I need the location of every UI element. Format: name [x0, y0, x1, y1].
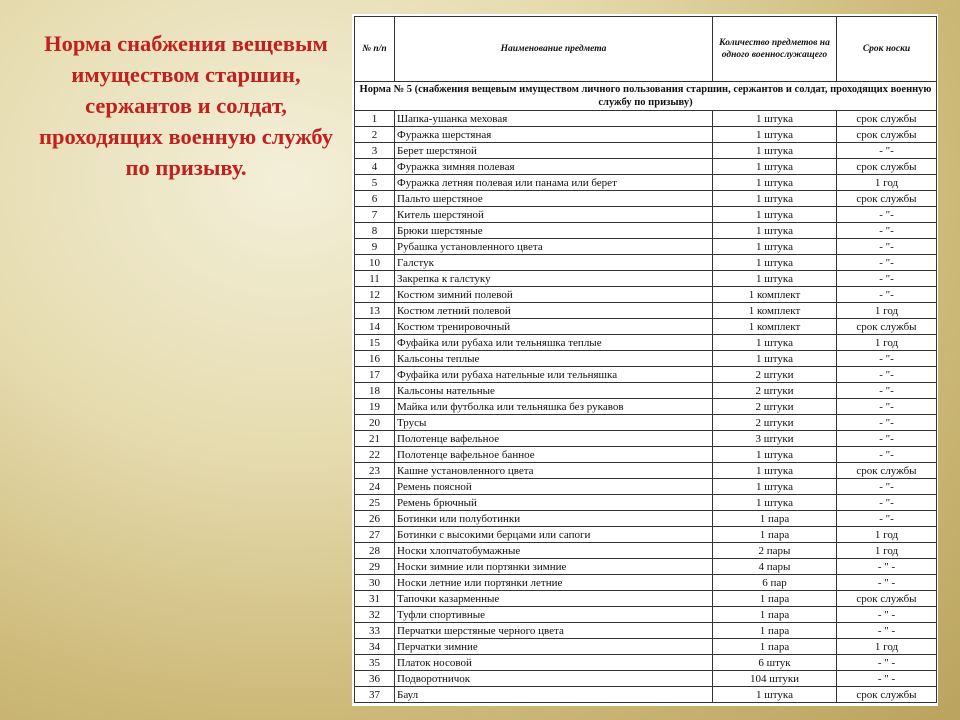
table-row [355, 207, 937, 223]
row-quantity: 104 штуки [713, 671, 837, 687]
table-row [355, 143, 937, 159]
row-wear-term: срок службы [837, 191, 937, 207]
row-wear-term: - "- [837, 239, 937, 255]
table-row [355, 447, 937, 463]
row-wear-term: 1 год [837, 543, 937, 559]
table-row [355, 367, 937, 383]
row-quantity: 1 комплект [713, 287, 837, 303]
row-item-name: Платок носовой [395, 655, 713, 671]
header-number: № п/п [355, 17, 395, 82]
row-wear-term: - "- [837, 399, 937, 415]
row-quantity: 1 штука [713, 207, 837, 223]
row-item-name: Ботинки или полуботинки [395, 511, 713, 527]
table-row [355, 239, 937, 255]
row-wear-term: - " - [837, 607, 937, 623]
row-quantity: 1 пара [713, 527, 837, 543]
header-quantity: Количество предметов на одного военнослужащего [713, 17, 837, 82]
supply-norm-table [354, 16, 937, 703]
table-row [355, 575, 937, 591]
table-row [355, 111, 937, 127]
row-item-name: Брюки шерстяные [395, 223, 713, 239]
row-item-name: Китель шерстяной [395, 207, 713, 223]
row-quantity: 2 штуки [713, 367, 837, 383]
row-number: 15 [355, 335, 395, 351]
row-quantity: 1 пара [713, 607, 837, 623]
row-item-name: Баул [395, 687, 713, 703]
row-number: 17 [355, 367, 395, 383]
table-row [355, 287, 937, 303]
row-number: 12 [355, 287, 395, 303]
row-quantity: 1 штука [713, 351, 837, 367]
row-number: 18 [355, 383, 395, 399]
table-row [355, 687, 937, 703]
row-wear-term: 1 год [837, 303, 937, 319]
row-wear-term: срок службы [837, 319, 937, 335]
row-number: 37 [355, 687, 395, 703]
table-row [355, 607, 937, 623]
row-number: 2 [355, 127, 395, 143]
row-quantity: 1 комплект [713, 319, 837, 335]
row-quantity: 2 штуки [713, 399, 837, 415]
row-item-name: Костюм зимний полевой [395, 287, 713, 303]
row-item-name: Костюм тренировочный [395, 319, 713, 335]
table-row [355, 191, 937, 207]
row-item-name: Кальсоны теплые [395, 351, 713, 367]
row-item-name: Рубашка установленного цвета [395, 239, 713, 255]
row-quantity: 1 пара [713, 591, 837, 607]
row-number: 36 [355, 671, 395, 687]
header-item-name: Наименование предмета [395, 17, 713, 82]
row-wear-term: - " - [837, 575, 937, 591]
row-quantity: 1 штука [713, 175, 837, 191]
row-wear-term: 1 год [837, 335, 937, 351]
row-number: 24 [355, 479, 395, 495]
row-quantity: 1 штука [713, 191, 837, 207]
table-row [355, 463, 937, 479]
row-wear-term: - " - [837, 559, 937, 575]
row-number: 34 [355, 639, 395, 655]
supply-norm-table-sheet [352, 14, 938, 706]
table-row [355, 511, 937, 527]
row-wear-term: - "- [837, 255, 937, 271]
row-quantity: 1 пара [713, 511, 837, 527]
row-quantity: 4 пары [713, 559, 837, 575]
row-number: 30 [355, 575, 395, 591]
row-item-name: Ремень брючный [395, 495, 713, 511]
row-quantity: 2 штуки [713, 415, 837, 431]
row-number: 25 [355, 495, 395, 511]
row-quantity: 1 штука [713, 143, 837, 159]
table-row [355, 559, 937, 575]
table-row [355, 159, 937, 175]
row-number: 9 [355, 239, 395, 255]
row-item-name: Костюм летний полевой [395, 303, 713, 319]
table-row [355, 623, 937, 639]
table-row [355, 591, 937, 607]
row-quantity: 1 штука [713, 255, 837, 271]
row-number: 26 [355, 511, 395, 527]
row-number: 22 [355, 447, 395, 463]
table-body [355, 111, 937, 703]
table-row [355, 271, 937, 287]
table-row [355, 399, 937, 415]
row-number: 19 [355, 399, 395, 415]
row-wear-term: - "- [837, 367, 937, 383]
row-number: 21 [355, 431, 395, 447]
row-quantity: 1 штука [713, 111, 837, 127]
row-quantity: 1 штука [713, 495, 837, 511]
table-row [355, 639, 937, 655]
row-wear-term: - "- [837, 447, 937, 463]
row-wear-term: - "- [837, 479, 937, 495]
row-number: 29 [355, 559, 395, 575]
row-wear-term: - "- [837, 143, 937, 159]
row-item-name: Перчатки шерстяные черного цвета [395, 623, 713, 639]
row-item-name: Трусы [395, 415, 713, 431]
table-row [355, 319, 937, 335]
row-number: 10 [355, 255, 395, 271]
header-wear-term: Срок носки [837, 17, 937, 82]
row-number: 4 [355, 159, 395, 175]
row-item-name: Полотенце вафельное [395, 431, 713, 447]
table-row [355, 383, 937, 399]
table-row [355, 351, 937, 367]
row-wear-term: срок службы [837, 687, 937, 703]
row-number: 27 [355, 527, 395, 543]
row-quantity: 1 пара [713, 623, 837, 639]
row-number: 23 [355, 463, 395, 479]
row-item-name: Фуражка летняя полевая или панама или берет [395, 175, 713, 191]
row-quantity: 1 штука [713, 479, 837, 495]
table-row [355, 415, 937, 431]
row-item-name: Перчатки зимние [395, 639, 713, 655]
row-wear-term: - " - [837, 623, 937, 639]
row-number: 16 [355, 351, 395, 367]
row-quantity: 1 штука [713, 447, 837, 463]
row-wear-term: - " - [837, 671, 937, 687]
row-item-name: Фуражка шерстяная [395, 127, 713, 143]
row-quantity: 1 штука [713, 223, 837, 239]
table-row [355, 527, 937, 543]
table-row [355, 543, 937, 559]
table-row [355, 335, 937, 351]
row-quantity: 1 комплект [713, 303, 837, 319]
row-item-name: Берет шерстяной [395, 143, 713, 159]
table-row [355, 303, 937, 319]
row-wear-term: срок службы [837, 463, 937, 479]
row-wear-term: срок службы [837, 111, 937, 127]
row-item-name: Фуражка зимняя полевая [395, 159, 713, 175]
row-number: 3 [355, 143, 395, 159]
row-number: 5 [355, 175, 395, 191]
row-item-name: Тапочки казарменные [395, 591, 713, 607]
row-number: 13 [355, 303, 395, 319]
row-wear-term: срок службы [837, 127, 937, 143]
row-number: 28 [355, 543, 395, 559]
row-item-name: Носки хлопчатобумажные [395, 543, 713, 559]
row-item-name: Кашне установленного цвета [395, 463, 713, 479]
row-wear-term: - "- [837, 271, 937, 287]
row-number: 33 [355, 623, 395, 639]
row-quantity: 6 пар [713, 575, 837, 591]
row-wear-term: - "- [837, 415, 937, 431]
row-item-name: Подворотничок [395, 671, 713, 687]
row-item-name: Носки зимние или портянки зимние [395, 559, 713, 575]
row-wear-term: - "- [837, 223, 937, 239]
row-wear-term: - "- [837, 495, 937, 511]
norm-title: Норма № 5 (снабжения вещевым имуществом личного пользования старшин, сержантов и солдат, проходящих военную службу по призыву) [355, 82, 937, 111]
row-wear-term: - "- [837, 207, 937, 223]
table-header-row [355, 17, 937, 82]
table-row [355, 655, 937, 671]
row-wear-term: 1 год [837, 639, 937, 655]
row-number: 8 [355, 223, 395, 239]
row-item-name: Ремень поясной [395, 479, 713, 495]
row-number: 20 [355, 415, 395, 431]
table-row [355, 671, 937, 687]
row-quantity: 1 штука [713, 127, 837, 143]
norm-title-row [355, 82, 937, 111]
row-item-name: Кальсоны нательные [395, 383, 713, 399]
row-item-name: Полотенце вафельное банное [395, 447, 713, 463]
row-quantity: 1 штука [713, 159, 837, 175]
row-number: 31 [355, 591, 395, 607]
table-row [355, 255, 937, 271]
table-row [355, 127, 937, 143]
row-wear-term: - "- [837, 431, 937, 447]
row-quantity: 2 пары [713, 543, 837, 559]
table-row [355, 431, 937, 447]
row-number: 7 [355, 207, 395, 223]
row-item-name: Носки летние или портянки летние [395, 575, 713, 591]
table-row [355, 223, 937, 239]
row-item-name: Туфли спортивные [395, 607, 713, 623]
row-item-name: Пальто шерстяное [395, 191, 713, 207]
row-item-name: Фуфайка или рубаха или тельняшка теплые [395, 335, 713, 351]
row-wear-term: 1 год [837, 527, 937, 543]
row-quantity: 1 штука [713, 271, 837, 287]
row-number: 6 [355, 191, 395, 207]
row-number: 11 [355, 271, 395, 287]
row-wear-term: срок службы [837, 591, 937, 607]
row-wear-term: - "- [837, 383, 937, 399]
row-wear-term: - "- [837, 351, 937, 367]
row-quantity: 3 штуки [713, 431, 837, 447]
row-item-name: Шапка-ушанка меховая [395, 111, 713, 127]
row-number: 14 [355, 319, 395, 335]
row-quantity: 1 штука [713, 239, 837, 255]
row-wear-term: - "- [837, 511, 937, 527]
row-item-name: Фуфайка или рубаха нательные или тельняшка [395, 367, 713, 383]
slide-title: Норма снабжения вещевым имуществом старшин, сержантов и солдат, проходящих военную службу по призыву. [38, 31, 333, 180]
row-quantity: 1 штука [713, 463, 837, 479]
row-item-name: Закрепка к галстуку [395, 271, 713, 287]
row-item-name: Галстук [395, 255, 713, 271]
row-wear-term: 1 год [837, 175, 937, 191]
row-wear-term: - "- [837, 287, 937, 303]
table-row [355, 175, 937, 191]
row-number: 32 [355, 607, 395, 623]
row-item-name: Ботинки с высокими берцами или сапоги [395, 527, 713, 543]
row-number: 35 [355, 655, 395, 671]
row-wear-term: - " - [837, 655, 937, 671]
row-item-name: Майка или футболка или тельняшка без рукавов [395, 399, 713, 415]
table-row [355, 479, 937, 495]
row-quantity: 1 штука [713, 687, 837, 703]
row-quantity: 2 штуки [713, 383, 837, 399]
row-quantity: 1 штука [713, 335, 837, 351]
row-quantity: 1 пара [713, 639, 837, 655]
row-quantity: 6 штук [713, 655, 837, 671]
row-wear-term: срок службы [837, 159, 937, 175]
table-row [355, 495, 937, 511]
row-number: 1 [355, 111, 395, 127]
